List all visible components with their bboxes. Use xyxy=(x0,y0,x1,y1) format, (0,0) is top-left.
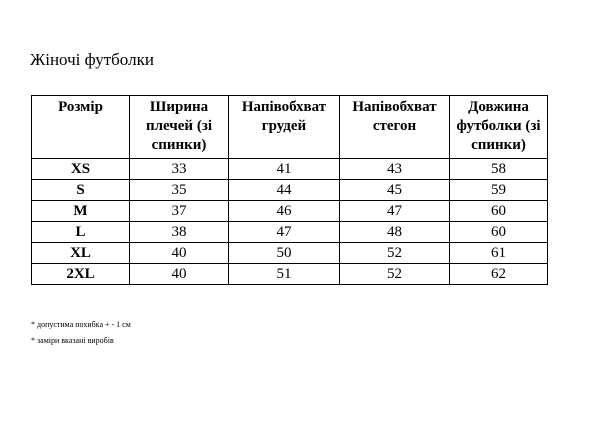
size-cell: XS xyxy=(32,159,130,180)
measurement-note: * заміри вказані виробів xyxy=(31,336,114,345)
tolerance-note: * допустима похибка + - 1 см xyxy=(31,320,131,329)
table-cell: 38 xyxy=(130,222,229,243)
table-cell: 40 xyxy=(130,264,229,285)
table-cell: 33 xyxy=(130,159,229,180)
table-row xyxy=(32,222,548,243)
table-cell: 58 xyxy=(450,159,548,180)
table-row xyxy=(32,180,548,201)
size-cell: L xyxy=(32,222,130,243)
table-row xyxy=(32,201,548,222)
size-cell: S xyxy=(32,180,130,201)
table-cell: 43 xyxy=(340,159,450,180)
table-cell: 37 xyxy=(130,201,229,222)
table-cell: 51 xyxy=(229,264,340,285)
table-cell: 46 xyxy=(229,201,340,222)
table-row xyxy=(32,264,548,285)
size-cell: 2XL xyxy=(32,264,130,285)
table-cell: 44 xyxy=(229,180,340,201)
table-header-row xyxy=(32,96,548,159)
table-cell: 47 xyxy=(229,222,340,243)
table-row xyxy=(32,159,548,180)
header-half-chest: Напівобхват грудей xyxy=(229,96,340,159)
table-cell: 60 xyxy=(450,222,548,243)
table-cell: 60 xyxy=(450,201,548,222)
table-cell: 50 xyxy=(229,243,340,264)
table-cell: 47 xyxy=(340,201,450,222)
size-cell: XL xyxy=(32,243,130,264)
size-chart-table xyxy=(31,95,548,285)
size-cell: M xyxy=(32,201,130,222)
header-shoulder-width: Ширина плечей (зі спинки) xyxy=(130,96,229,159)
table-cell: 40 xyxy=(130,243,229,264)
table-cell: 62 xyxy=(450,264,548,285)
page-title: Жіночі футболки xyxy=(30,50,154,69)
table-row xyxy=(32,243,548,264)
table-cell: 45 xyxy=(340,180,450,201)
table-cell: 41 xyxy=(229,159,340,180)
header-size: Розмір xyxy=(32,96,130,159)
table-cell: 52 xyxy=(340,243,450,264)
table-cell: 59 xyxy=(450,180,548,201)
table-cell: 61 xyxy=(450,243,548,264)
table-cell: 52 xyxy=(340,264,450,285)
table-cell: 35 xyxy=(130,180,229,201)
table-cell: 48 xyxy=(340,222,450,243)
header-half-hips: Напівобхват стегон xyxy=(340,96,450,159)
header-shirt-length: Довжина футболки (зі спинки) xyxy=(450,96,548,159)
